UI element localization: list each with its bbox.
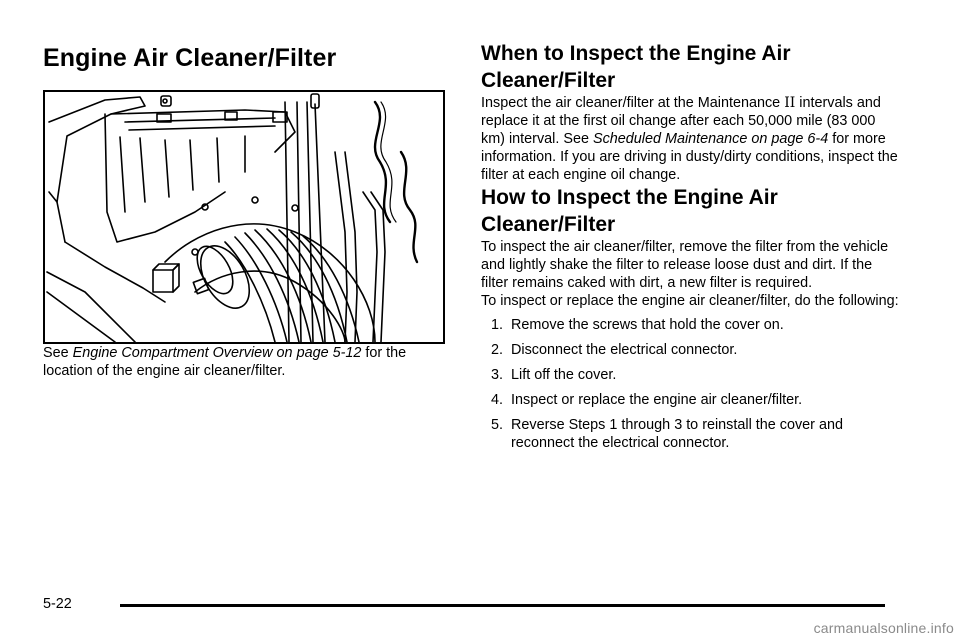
watermark: carmanualsonline.info: [813, 620, 954, 636]
list-item: 3. Lift off the cover.: [491, 367, 617, 383]
how-to-inspect-heading: How to Inspect the Engine Air Cleaner/Filter: [481, 186, 778, 236]
list-item: 5. Reverse Steps 1 through 3 to reinstall the cover and reconnect the electrical connector.: [491, 417, 843, 451]
section-title: Engine Air Cleaner/Filter: [43, 44, 337, 72]
how-to-inspect-paragraph: To inspect the air cleaner/filter, remove the filter from the vehicle and lightly shake the filter to release loose dust and dirt. If the filter remains caked with dirt, a new filter is required.: [481, 239, 889, 291]
when-to-inspect-paragraph: Inspect the air cleaner/filter at the Maintenance II intervals and replace it at the first oil change after each 50,000 mile (83 000 km) interval. See Scheduled Maintenance on page 6-4 for more information. If you are driving in dusty/dirty conditions, inspect the filter at each engine oil change.: [481, 95, 898, 183]
list-item: 2. Disconnect the electrical connector.: [491, 342, 738, 358]
procedure-steps: [481, 316, 901, 452]
list-item: 1. Remove the screws that hold the cover on.: [491, 317, 784, 333]
list-item: 4. Inspect or replace the engine air cleaner/filter.: [491, 392, 803, 408]
figure-caption: See Engine Compartment Overview on page 5-12 for the location of the engine air cleaner/filter.: [43, 345, 407, 379]
footer-divider: [120, 604, 885, 607]
when-to-inspect-heading: When to Inspect the Engine Air Cleaner/Filter: [481, 42, 791, 92]
engine-compartment-reference-link[interactable]: Engine Compartment Overview on page 5-12: [72, 345, 362, 361]
engine-air-cleaner-illustration: [43, 90, 445, 344]
page-number: 5-22: [43, 596, 72, 612]
right-column: [481, 40, 901, 459]
left-column: [43, 40, 447, 380]
maintenance-ii-symbol: II: [784, 95, 796, 111]
scheduled-maintenance-reference-link[interactable]: Scheduled Maintenance on page 6-4: [592, 131, 829, 147]
procedure-intro: To inspect or replace the engine air cleaner/filter, do the following:: [481, 293, 899, 309]
